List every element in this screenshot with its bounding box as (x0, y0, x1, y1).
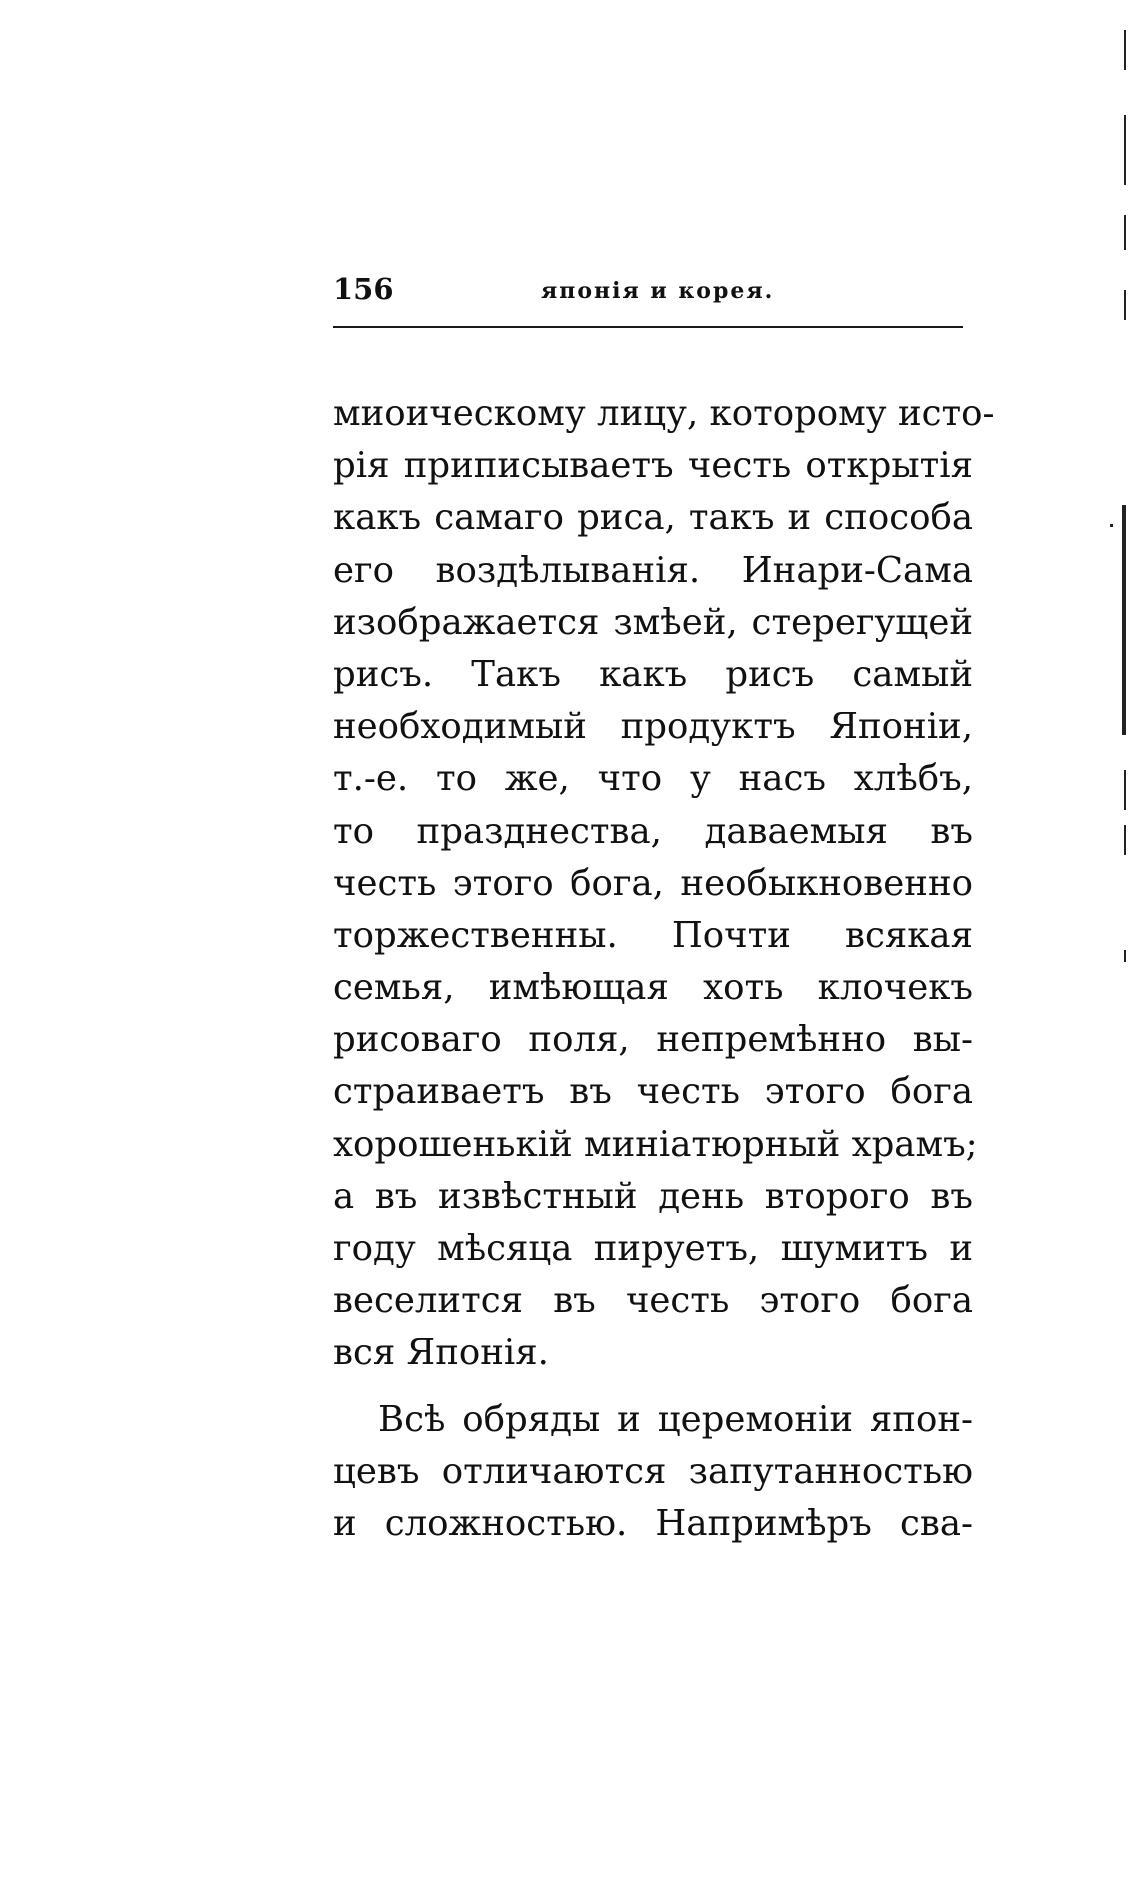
text-line: вся Японія. (333, 1332, 549, 1374)
scan-edge-mark (1110, 524, 1113, 527)
text-line: рія приписываетъ честь открытія (333, 445, 973, 487)
scan-edge-mark (1124, 30, 1126, 70)
text-line: году мѣсяца пируетъ, шумитъ и (333, 1228, 973, 1269)
body-text (333, 388, 995, 1550)
header-rule (333, 326, 963, 328)
text-line: торжественны. Почти всякая (333, 914, 973, 956)
scan-edge-mark (1124, 115, 1126, 185)
text-line: а въ извѣстный день второго въ (333, 1175, 973, 1217)
text-line: то празднества, даваемыя въ (333, 810, 973, 852)
running-title: японія и корея. (541, 278, 775, 304)
text-line: хорошенькій миніатюрный храмъ; (333, 1123, 978, 1165)
text-line: и сложностью. Напримѣръ сва- (333, 1502, 973, 1544)
scan-edge-mark (1124, 770, 1126, 810)
text-line: семья, имѣющая хоть клочекъ (333, 967, 973, 1009)
text-line: страиваетъ въ честь этого бога (333, 1071, 973, 1113)
paragraph-gap (333, 1380, 973, 1394)
text-line: рисоваго поля, непремѣнно вы- (333, 1019, 973, 1061)
text-line: честь этого бога, необыкновенно (333, 862, 973, 904)
paragraph-2 (333, 1394, 973, 1551)
text-line: изображается змѣей, стерегущей (333, 601, 973, 643)
scan-edge-mark (1124, 215, 1126, 250)
page-number: 156 (333, 272, 394, 306)
scan-edge-mark (1122, 505, 1126, 735)
paragraph-1 (333, 388, 995, 1380)
text-line: веселится въ честь этого бога (333, 1280, 973, 1322)
text-line: какъ самаго риса, такъ и способа (333, 497, 973, 539)
text-line: т.-е. то же, что у насъ хлѣбъ, (333, 758, 973, 800)
text-line: необходимый продуктъ Японіи, (333, 706, 973, 748)
text-line: цевъ отличаются запутанностью (333, 1450, 973, 1492)
scan-edge-mark (1124, 290, 1126, 320)
text-line: его воздѣлыванія. Инари-Сама (333, 549, 973, 591)
text-line: рисъ. Такъ какъ рисъ самый (333, 653, 973, 695)
text-line: миоическому лицу, которому исто- (333, 393, 995, 434)
page-header (333, 272, 963, 312)
scan-edge-mark (1124, 950, 1126, 962)
text-line: Всѣ обряды и церемоніи япон- (378, 1398, 973, 1440)
scan-edge-mark (1124, 825, 1126, 855)
